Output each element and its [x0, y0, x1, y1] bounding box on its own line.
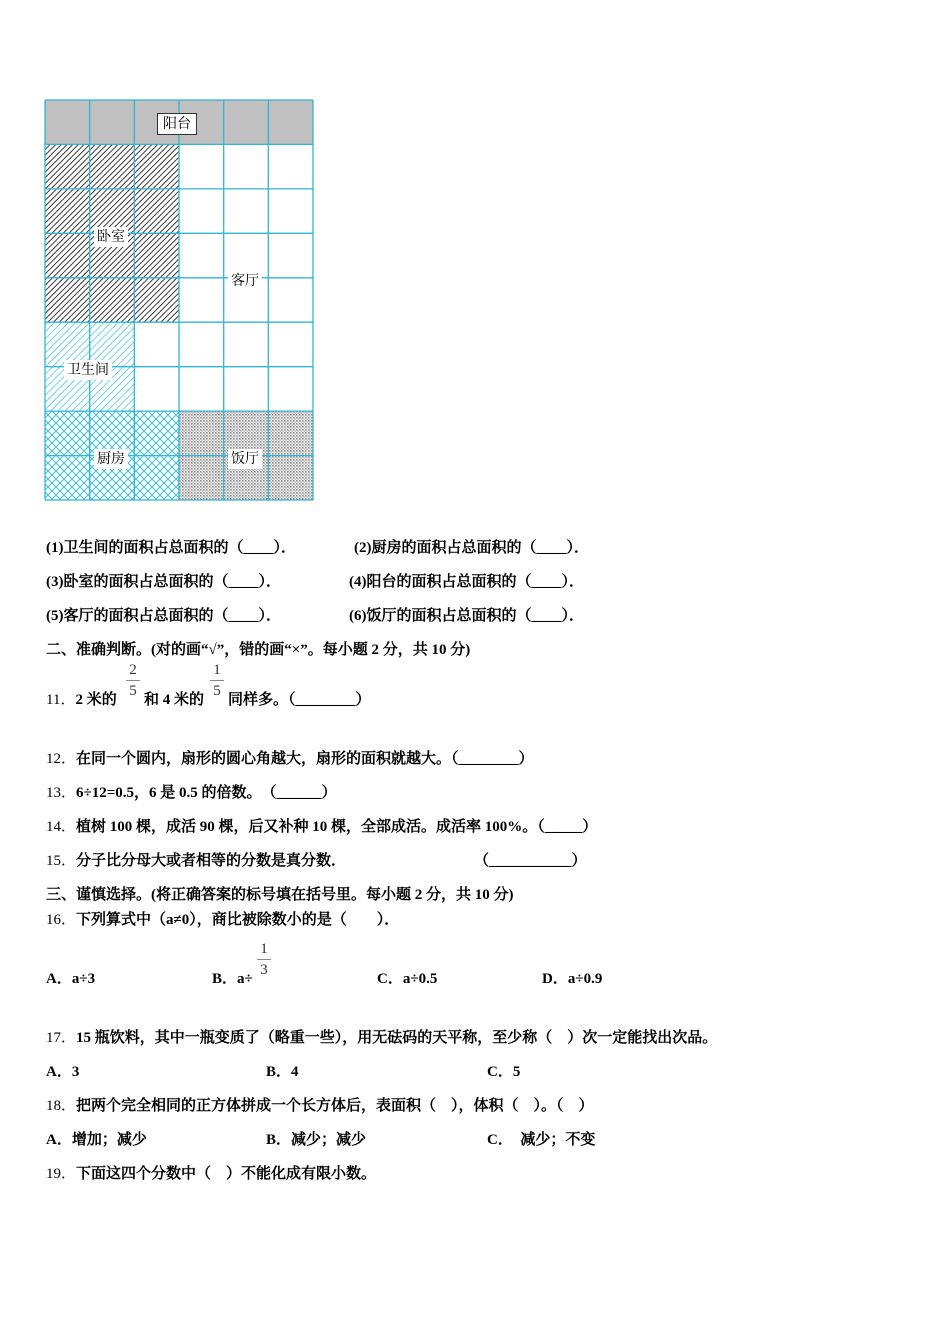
question-19 [46, 1162, 376, 1183]
fraction-2-numerator: 1 [213, 662, 221, 678]
question-14-number: 14． [46, 819, 77, 835]
section-2-title: 二、准确判断。(对的画“√”，错的画“×”。每小题 2 分，共 10 分) [46, 642, 471, 658]
question-11-part3: 同样多。（________） [228, 692, 371, 708]
fill-question-2: (2)厨房的面积占总面积的（____）． [354, 540, 589, 556]
fraction-1-numerator: 2 [129, 662, 137, 678]
question-17-text: 15 瓶饮料，其中一瓶变质了（略重一些），用无砝码的天平称，至少称（ ）次一定能找出次品。 [76, 1030, 718, 1046]
fraction-2-denominator: 5 [213, 683, 221, 699]
kitchen-label: 厨房 [94, 449, 128, 469]
option-b-fraction-denominator: 3 [260, 962, 268, 978]
question-13-text: 6÷12=0.5，6 是 0.5 的倍数。 （______） [76, 785, 337, 801]
question-17-number: 17． [46, 1030, 77, 1046]
fraction-1-denominator: 5 [129, 683, 137, 699]
question-11-fraction-2 [210, 661, 224, 700]
question-17-option-b: B．4 [266, 1064, 299, 1080]
question-18-option-b: B．减少；减少 [266, 1132, 367, 1148]
question-11-part1: 2 米的 [75, 692, 117, 708]
question-15-text: 分子比分母大或者相等的分数是真分数． [76, 853, 347, 869]
bedroom-label: 卧室 [94, 227, 128, 247]
question-18-number: 18． [46, 1098, 77, 1114]
fill-question-1: (1)卫生间的面积占总面积的（____）． [46, 540, 296, 556]
dining-room-label: 饭厅 [228, 449, 262, 469]
question-15-blank: （___________） [474, 853, 587, 869]
question-16-option-a: A．a÷3 [46, 971, 96, 987]
question-13-number: 13． [46, 785, 77, 801]
question-15 [46, 849, 346, 870]
question-12-text: 在同一个圆内，扇形的圆心角越大，扇形的面积就越大。（________） [76, 751, 534, 767]
question-16-option-c: C．a÷0.5 [377, 971, 438, 987]
question-17-option-a: A．3 [46, 1064, 80, 1080]
fill-question-6: (6)饭厅的面积占总面积的（____）． [349, 608, 584, 624]
balcony-label: 阳台 [157, 113, 197, 135]
living-room-label: 客厅 [228, 271, 262, 291]
floor-plan-diagram [44, 99, 315, 502]
question-18-option-a: A．增加；减少 [46, 1132, 147, 1148]
fill-question-3: (3)卧室的面积占总面积的（____）． [46, 574, 281, 590]
question-14 [46, 815, 597, 836]
question-13 [46, 781, 337, 802]
question-17-option-c: C．5 [487, 1064, 521, 1080]
question-18-text: 把两个完全相同的正方体拼成一个长方体后，表面积（ ），体积（ ）。（ ） [76, 1098, 594, 1114]
question-16-text: 下列算式中（a≠0），商比被除数小的是（ ）． [76, 912, 400, 928]
question-19-text: 下面这四个分数中（ ）不能化成有限小数。 [76, 1166, 377, 1182]
question-16-option-d: D．a÷0.9 [542, 971, 603, 987]
question-17 [46, 1026, 717, 1047]
question-12 [46, 747, 534, 768]
fill-question-4: (4)阳台的面积占总面积的（____）． [349, 574, 584, 590]
question-15-number: 15． [46, 853, 77, 869]
question-14-text: 植树 100 棵，成活 90 棵，后又补种 10 棵，全部成活。成活率 100%。（_____） [76, 819, 598, 835]
question-11-number: 11． [46, 692, 76, 708]
section-3-title: 三、谨慎选择。(将正确答案的标号填在括号里。每小题 2 分，共 10 分) [46, 887, 514, 903]
question-18 [46, 1094, 594, 1115]
question-16 [46, 908, 399, 929]
question-11 [46, 688, 117, 709]
question-16-number: 16． [46, 912, 77, 928]
bathroom-label: 卫生间 [64, 360, 112, 380]
question-16-option-b: B．a÷ [212, 971, 253, 987]
question-19-number: 19． [46, 1166, 77, 1182]
question-12-number: 12． [46, 751, 77, 767]
question-16-option-b-fraction [257, 940, 271, 979]
question-11-fraction-1 [126, 661, 140, 700]
question-11-part2: 和 4 米的 [144, 692, 205, 708]
question-18-option-c: C． 减少；不变 [487, 1132, 596, 1148]
fill-question-5: (5)客厅的面积占总面积的（____）． [46, 608, 281, 624]
option-b-fraction-numerator: 1 [260, 941, 268, 957]
